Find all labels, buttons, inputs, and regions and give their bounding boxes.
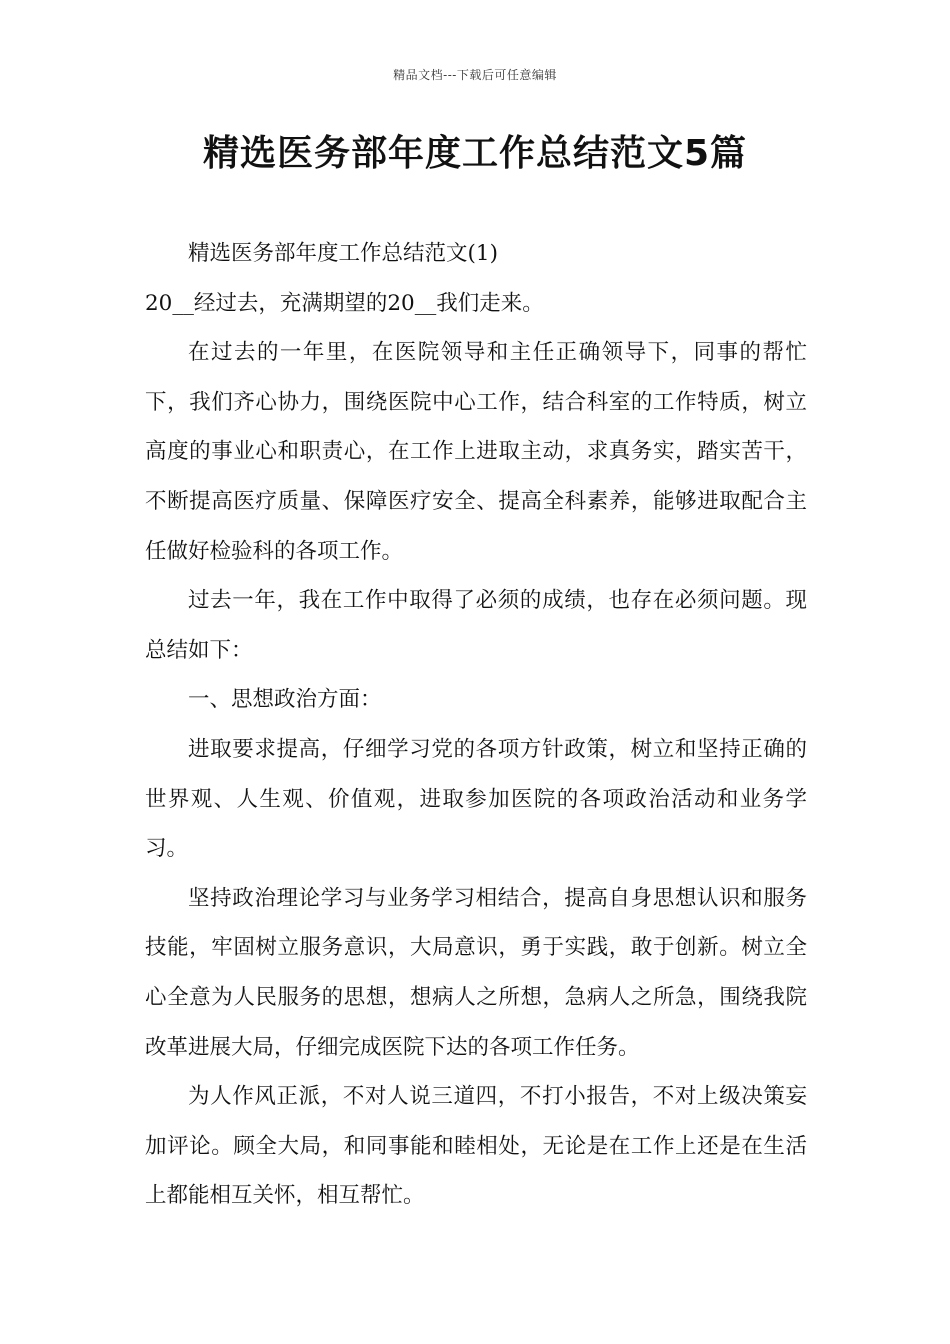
paragraph: 进取要求提高，仔细学习党的各项方针政策，树立和坚持正确的世界观、人生观、价值观，进取参加医院的各项政治活动和业务学习。 bbox=[145, 736, 807, 862]
header-note: 精品文档---下载后可任意编辑 bbox=[393, 68, 557, 82]
paragraph: 在过去的一年里，在医院领导和主任正确领导下，同事的帮忙下，我们齐心协力，围绕医院中心工作，结合科室的工作特质，树立高度的事业心和职责心，在工作上进取主动，求真务实，踏实苦干，不断提高医疗质量、保障医疗安全、提高全科素养，能够进取配合主任做好检验科的各项工作。 bbox=[145, 340, 807, 564]
document-body bbox=[145, 229, 807, 1221]
section-heading: 精选医务部年度工作总结范文(1) bbox=[188, 241, 498, 266]
section-heading: 一、思想政治方面： bbox=[188, 687, 382, 713]
paragraph: 过去一年，我在工作中取得了必须的成绩，也存在必须问题。现总结如下： bbox=[145, 588, 807, 663]
document-title: 精选医务部年度工作总结范文5篇 bbox=[202, 133, 748, 174]
paragraph: 为人作风正派，不对人说三道四，不打小报告，不对上级决策妄加评论。顾全大局，和同事能和睦相处，无论是在工作上还是在生活上都能相互关怀，相互帮忙。 bbox=[145, 1084, 807, 1209]
paragraph: 坚持政治理论学习与业务学习相结合，提高自身思想认识和服务技能，牢固树立服务意识，大局意识，勇于实践，敢于创新。树立全心全意为人民服务的思想，想病人之所想，急病人之所急，围绕我院改革进展大局，仔细完成医院下达的各项工作任务。 bbox=[145, 885, 807, 1060]
paragraph: 20__经过去，充满期望的20__我们走来。 bbox=[145, 290, 544, 316]
